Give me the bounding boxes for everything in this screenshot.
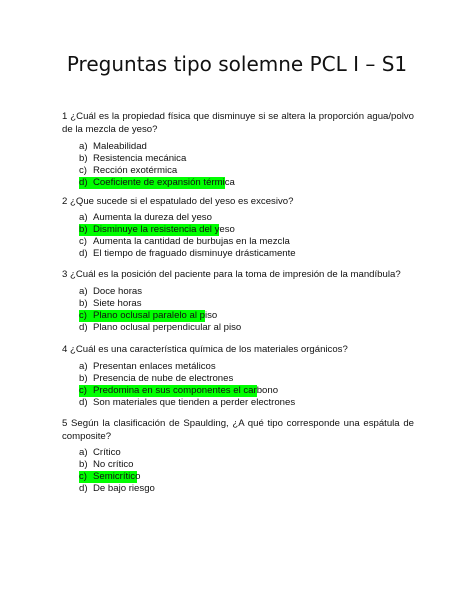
option-letter: d) xyxy=(79,248,88,259)
option-5b xyxy=(79,459,134,471)
option-1d-correct xyxy=(79,177,235,189)
option-letter: c) xyxy=(79,236,87,247)
option-text: Disminuye la resistencia del yeso xyxy=(93,224,235,235)
option-text: Predomina en sus componentes el carbono xyxy=(93,385,279,396)
option-letter: a) xyxy=(79,212,88,223)
option-text: No crítico xyxy=(93,459,134,470)
option-text: Presencia de nube de electrones xyxy=(93,373,234,384)
option-2c xyxy=(79,236,290,248)
option-2d xyxy=(79,248,296,260)
option-letter: b) xyxy=(79,298,88,309)
option-letter: c) xyxy=(79,385,87,396)
option-text: Doce horas xyxy=(93,286,143,297)
option-letter: b) xyxy=(79,459,88,470)
option-text: Semicrítico xyxy=(93,471,141,482)
option-4d xyxy=(79,397,295,409)
option-letter: c) xyxy=(79,165,87,176)
option-letter: a) xyxy=(79,361,88,372)
option-5d xyxy=(79,483,155,495)
option-text: Coeficiente de expansión térmica xyxy=(93,177,235,188)
option-text: Son materiales que tienden a perder electrones xyxy=(93,397,296,408)
option-1a xyxy=(79,141,147,153)
option-text: De bajo riesgo xyxy=(93,483,155,494)
option-letter: d) xyxy=(79,397,88,408)
option-letter: a) xyxy=(79,141,88,152)
option-letter: b) xyxy=(79,224,88,235)
option-letter: d) xyxy=(79,177,88,188)
option-letter: a) xyxy=(79,447,88,458)
question-3: 3 ¿Cuál es la posición del paciente para la toma de impresión de la mandíbula? xyxy=(62,269,401,280)
option-1c xyxy=(79,165,177,177)
option-4a xyxy=(79,361,216,373)
question-5: 5 Según la clasificación de Spaulding, ¿A qué tipo corresponde una espátula de composite? xyxy=(62,418,414,442)
option-letter: b) xyxy=(79,153,88,164)
option-text: Aumenta la dureza del yeso xyxy=(93,212,212,223)
option-letter: c) xyxy=(79,310,87,321)
option-text: Plano oclusal paralelo al piso xyxy=(93,310,218,321)
question-1: 1 ¿Cuál es la propiedad física que disminuye si se altera la proporción agua/polvo de la mezcla de yeso? xyxy=(62,111,414,135)
option-text: Crítico xyxy=(93,447,121,458)
option-3d xyxy=(79,322,241,334)
option-text: Presentan enlaces metálicos xyxy=(93,361,216,372)
option-letter: b) xyxy=(79,373,88,384)
option-text: Plano oclusal perpendicular al piso xyxy=(93,322,242,333)
option-letter: a) xyxy=(79,286,88,297)
option-text: El tiempo de fraguado disminuye drásticamente xyxy=(93,248,296,259)
option-4c-correct xyxy=(79,385,279,397)
option-letter: d) xyxy=(79,483,88,494)
option-3a xyxy=(79,286,142,298)
question-2: 2 ¿Que sucede si el espatulado del yeso es excesivo? xyxy=(62,196,294,207)
option-3b xyxy=(79,298,142,310)
option-5a xyxy=(79,447,121,459)
option-1b xyxy=(79,153,186,165)
option-letter: d) xyxy=(79,322,88,333)
option-text: Rección exotérmica xyxy=(93,165,178,176)
option-letter: c) xyxy=(79,471,87,482)
option-text: Maleabilidad xyxy=(93,141,147,152)
option-3c-correct xyxy=(79,310,218,322)
option-text: Resistencia mecánica xyxy=(93,153,187,164)
option-text: Aumenta la cantidad de burbujas en la mezcla xyxy=(93,236,290,247)
page-title: Preguntas tipo solemne PCL I – S1 xyxy=(66,52,408,76)
option-2a xyxy=(79,212,212,224)
option-text: Siete horas xyxy=(93,298,142,309)
question-4: 4 ¿Cuál es una característica química de los materiales orgánicos? xyxy=(62,344,348,355)
option-2b-correct xyxy=(79,224,235,236)
option-4b xyxy=(79,373,233,385)
option-5c-correct xyxy=(79,471,141,483)
